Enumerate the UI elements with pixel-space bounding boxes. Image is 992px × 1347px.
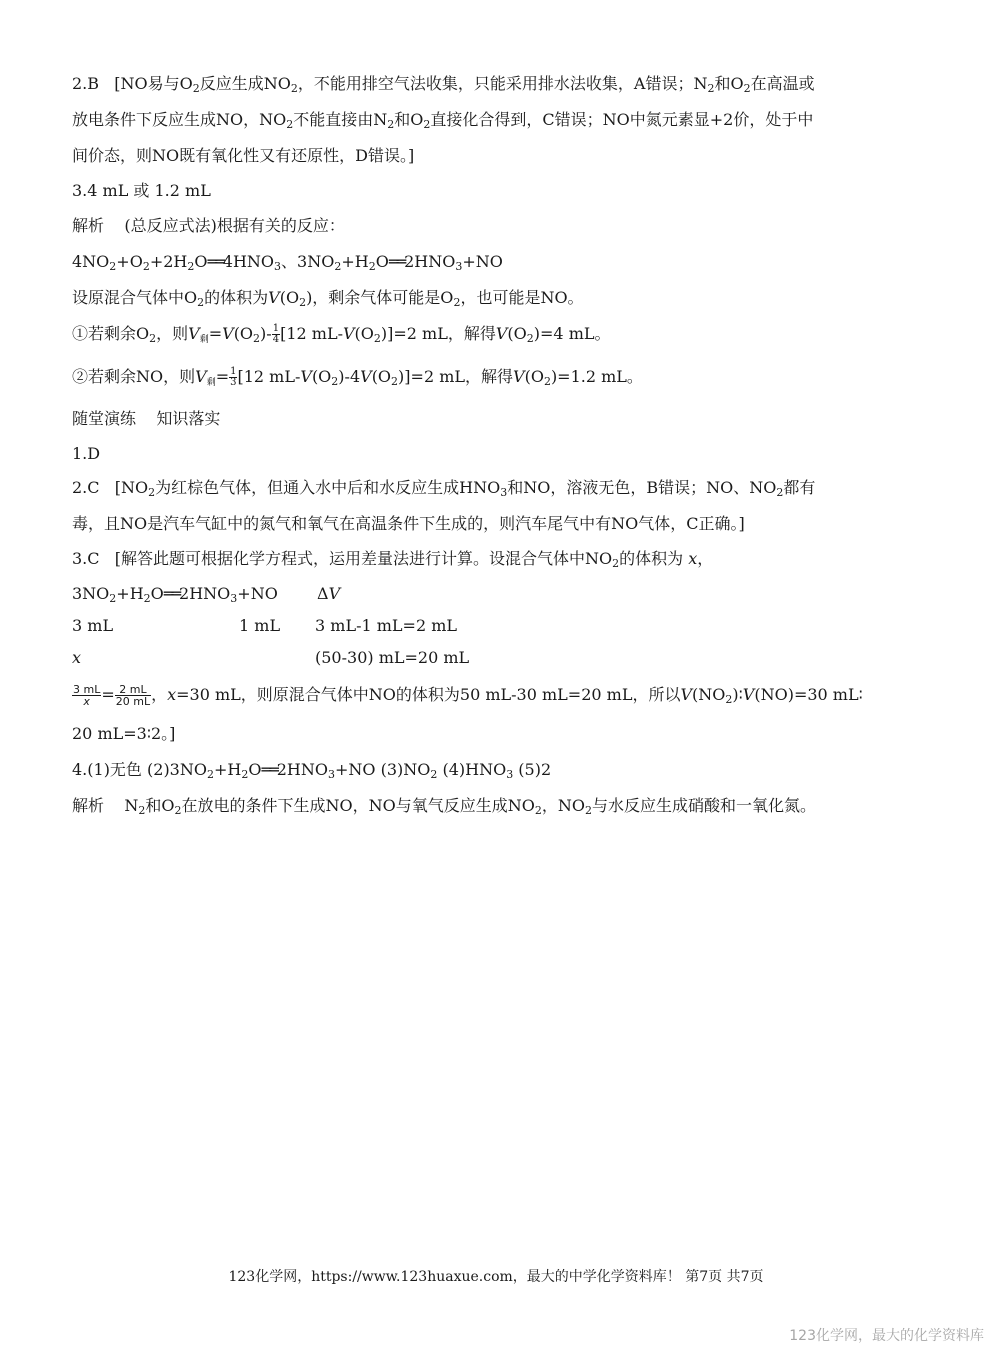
difference-values-row: 3 mL 1 mL 3 mL-1 mL=2 mL xyxy=(72,616,457,635)
case-no-remaining: ②若剩余NO，则$V_剩=$ $\frac{1}{3}$ [12 $mL-V(O_2)-4V(O_2)]=2$ mL，解得$V(O_2)=1.2$ mL。 xyxy=(72,366,643,388)
assumption-line: 设原混合气体中$O_2$的体积为$V(O_2)$，剩余气体可能是$O_2$，也可能是NO。 xyxy=(72,288,584,309)
difference-x-row: x (50-30) mL=20 mL xyxy=(72,648,470,667)
ratio-result-line: 20 mL=3∶2。] xyxy=(72,724,176,743)
proportion-line: $\frac{3 mL}{x}$ = $\frac{2 mL}{20 mL}$ ，x=30 mL，则原混合气体中NO的体积为50 mL-30 mL=20 mL，所以$V(NO_2)∶V(NO)=30$ mL∶ xyxy=(73,683,863,708)
answer-2b-line-3: 间价态，则NO既有氧化性又有还原性，D错误。] xyxy=(72,146,415,165)
answer-2b-line-1: 2.B [NO易与$O_2$反应生成$NO_2$，不能用排空气法收集，只能采用排水法收集，A错误；$N_2$和$O_2$在高温或 xyxy=(72,74,815,95)
section-heading: 随堂演练 知识落实 xyxy=(72,409,221,428)
reaction-equations: $4NO_2+O_2+2H_2O══4HNO_3$、$3NO_2+H_2O══2HNO_3+NO$ xyxy=(72,252,503,273)
answer-1d: 1.D xyxy=(72,444,101,463)
watermark: 123化学网，最大的化学资料库 xyxy=(789,1328,984,1344)
answer-2b-line-2: 放电条件下反应生成NO，$NO_2$不能直接由$N_2$和$O_2$直接化合得到，C错误；NO中氮元素显+2价，处于中 xyxy=(72,110,814,131)
answer-3c-line-1: 3.C [解答此题可根据化学方程式，运用差量法进行计算。设混合气体中$NO_2$的体积为 x， xyxy=(72,549,714,570)
analysis-4: 解析 $N_2$和$O_2$在放电的条件下生成NO，NO与氧气反应生成$NO_2$，$NO_2$与水反应生成硝酸和一氧化氮。 xyxy=(72,796,816,817)
analysis-label-line: 解析 (总反应式法)根据有关的反应： xyxy=(72,216,345,235)
answer-3-heading: 3.4 mL 或 1.2 mL xyxy=(72,181,211,200)
difference-equation: $3NO_2+H_2O══2HNO_3+NO$ ΔV xyxy=(72,584,341,605)
answer-4: 4.(1)无色 $(2)3NO_2+H_2O══2HNO_3+NO$ $(3)NO_2$ $(4)HNO_3$ (5)2 xyxy=(72,760,552,781)
page-footer: 123化学网，https://www.123huaxue.com，最大的中学化学资料库！ 第7页 共7页 xyxy=(228,1269,764,1285)
case-o2-remaining: ①若剩余$O_2$，则$V_剩=V(O_2)-$ $\frac{1}{4}$ [12 $mL-V(O_2)]=2$ mL，解得$V(O_2)=4$ mL。 xyxy=(72,323,611,345)
answer-2c-line-1: 2.C [$NO_2$为红棕色气体，但通入水中后和水反应生成$HNO_3$和NO，溶液无色，B错误；NO、$NO_2$都有 xyxy=(72,478,816,499)
answer-2c-line-2: 毒，且NO是汽车气缸中的氮气和氧气在高温条件下生成的，则汽车尾气中有NO气体，C正确。] xyxy=(72,514,745,533)
